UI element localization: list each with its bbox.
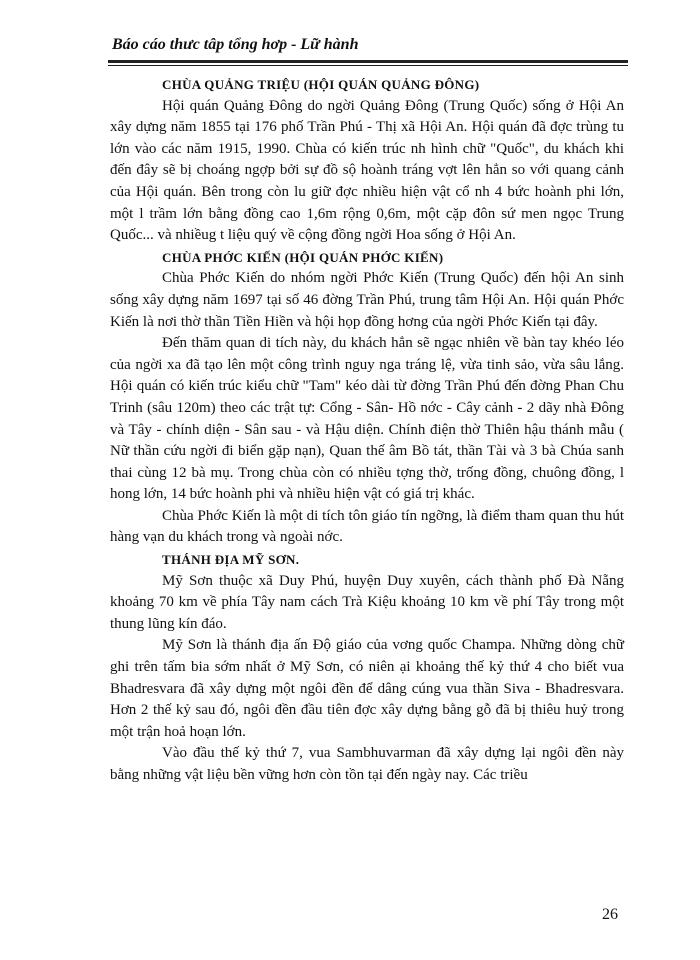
document-body bbox=[110, 74, 624, 787]
section-heading-my-son: THÁNH ĐỊA MỸ SƠN. bbox=[162, 552, 300, 568]
paragraph: Chùa Phớc Kiến do nhóm ngời Phớc Kiến (Trung Quốc) đến hội An sinh sống xây dựng năm 1697 tại số 46 đờng Trần Phú, trung tâm Hội An. Hội quán Phớc Kiến là nơi thờ thần Tiền Hiền và hội họp đồng hơng của ngời Phớc Kiến tại đây. bbox=[110, 270, 624, 330]
paragraph: Vào đầu thế kỷ thứ 7, vua Sambhuvarman đã xây dựng lại ngôi đền này bằng những vật liệu bền vững hơn còn tồn tại đến ngày nay. Các triều bbox=[110, 745, 624, 783]
section-heading-quang-trieu: CHÙA QUẢNG TRIỆU (HỘI QUÁN QUẢNG ĐÔNG) bbox=[162, 77, 480, 92]
page-number: 26 bbox=[602, 906, 618, 923]
paragraph: Mỹ Sơn thuộc xã Duy Phú, huyện Duy xuyên, cách thành phố Đà Nẵng khoảng 70 km về phía Tây nam cách Trà Kiệu khoảng 10 km về phí Tây trong một thung lũng kín đáo. bbox=[110, 572, 624, 632]
paragraph: Đến thăm quan di tích này, du khách hẳn sẽ ngạc nhiên về bàn tay khéo léo của ngời xa đã tạo lên một công trình nguy nga tráng lệ, vừa tinh sảo, vừa sâu lắng. Hội quán có kiến trúc kiểu chữ "Tam" kéo dài từ đờng Trần Phú đến đờng Phan Chu Trinh (sâu 120m) theo các trật tự: Cổng - Sân- Hồ nớc - Cây cảnh - 2 dãy nhà Đông và Tây - chính diện - Sân sau - và Hậu diện. Chính điện thờ Thiên hậu thánh mẫu ( Nữ thần cứu ngời đi biển gặp nạn), Quan thế âm Bồ tát, thần Tài và 3 bà Chúa sanh thai cùng 12 bà mụ. Trong chùa còn có nhiều tợng thờ, trống đồng, chuông đồng, l hong lớn, 14 bức hoành phi và nhiều hiện vật có giá trị khác. bbox=[110, 335, 624, 503]
header-rule bbox=[108, 60, 628, 66]
section-heading-phuoc-kien: CHÙA PHỚC KIẾN (HỘI QUÁN PHỚC KIẾN) bbox=[162, 249, 444, 265]
paragraph: Chùa Phớc Kiến là một di tích tôn giáo tín ngỡng, là điểm tham quan thu hút hàng vạn du khách trong và ngoài nớc. bbox=[110, 507, 624, 546]
paragraph: Mỹ Sơn là thánh địa ấn Độ giáo của vơng quốc Champa. Những dòng chữ ghi trên tấm bia sớm nhất ở Mỹ Sơn, có niên ại khoảng thế kỷ thứ 4 cho biết vua Bhadresvara đã xây dựng một ngôi đền để dâng cúng vua thần Siva - Bhadresvara. Hơn 2 thế kỷ sau đó, ngôi đền đầu tiên đợc xây dựng bằng gỗ đã bị thiêu huỷ trong một trận hoả hoạn lớn. bbox=[110, 637, 624, 740]
running-header: Báo cáo thưc tâp tổng hơp - Lữ hành bbox=[112, 36, 359, 53]
paragraph: Hội quán Quảng Đông do ngời Quảng Đông (Trung Quốc) sống ở Hội An xây dựng năm 1855 tại 176 phố Trần Phú - Thị xã Hội An. Hội quán đã đợc trùng tu lớn vào các năm 1915, 1990. Chùa có kiến trúc nh hình chữ "Quốc", du khách khi đến đây sẽ bị choáng ngợp bởi sự đồ sộ hoành tráng vợt lên hẳn so với quang cảnh của Hội quán. Bên trong còn lu giữ đợc nhiều hiện vật cổ nh 4 bức hoành phi lớn, một l trầm lớn bằng đồng cao 1,6m rộng 0,6m, một cặp đôn sứ men ngọc Trung Quốc... và nhiềug t liệu quý về cộng đồng ngời Hoa sống ở Hội An. bbox=[110, 97, 624, 244]
